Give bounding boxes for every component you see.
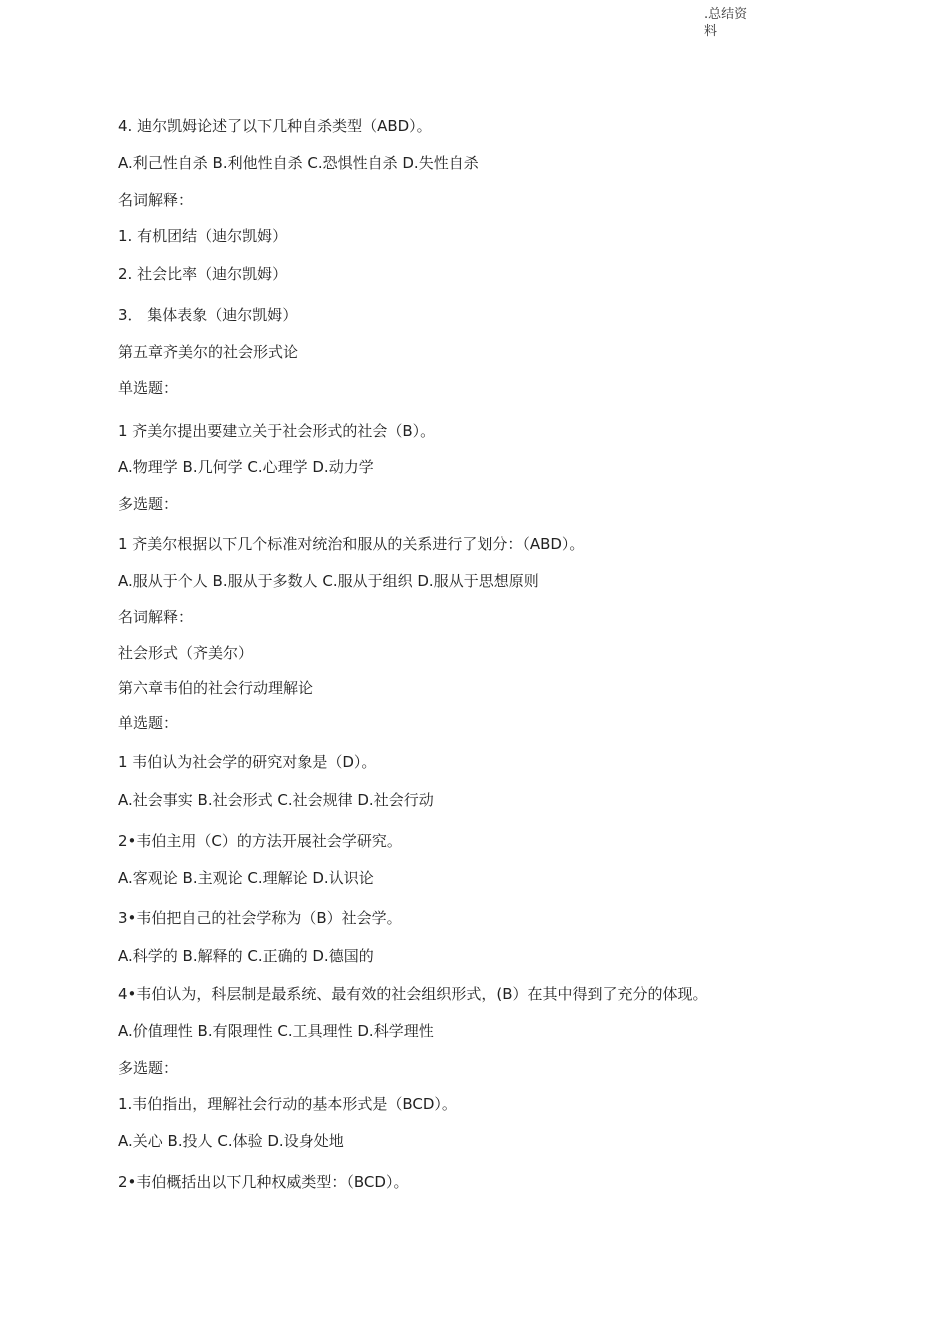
question-line: 2•韦伯主用（C）的方法开展社会学研究。 <box>118 832 402 850</box>
question-line: 1 齐美尔根据以下几个标准对统治和服从的关系进行了划分：（ABD）。 <box>118 535 585 553</box>
options-line: A.社会事实 B.社会形式 C.社会规律 D.社会行动 <box>118 791 434 809</box>
options-line: A.利己性自杀 B.利他性自杀 C.恐惧性自杀 D.失性自杀 <box>118 154 479 172</box>
section-label: 多选题： <box>118 495 179 513</box>
question-line: 4. 迪尔凯姆论述了以下几种自杀类型（ABD）。 <box>118 117 432 135</box>
options-line: A.价值理性 B.有限理性 C.工具理性 D.科学理性 <box>118 1022 434 1040</box>
section-label: 单选题： <box>118 379 179 397</box>
section-label: 名词解释： <box>118 191 194 209</box>
options-line: A.服从于个人 B.服从于多数人 C.服从于组织 D.服从于思想原则 <box>118 572 539 590</box>
section-label: 名词解释： <box>118 608 194 626</box>
chapter-heading: 第六章韦伯的社会行动理解论 <box>118 679 314 697</box>
question-line: 1 韦伯认为社会学的研究对象是（D）。 <box>118 753 377 771</box>
options-line: A.科学的 B.解释的 C.正确的 D.德国的 <box>118 947 374 965</box>
header-note: .总结资料 <box>704 7 748 39</box>
term-line: 2. 社会比率（迪尔凯姆） <box>118 265 288 283</box>
options-line: A.物理学 B.几何学 C.心理学 D.动力学 <box>118 458 374 476</box>
question-line: 2•韦伯概括出以下几种权威类型：（BCD）。 <box>118 1173 409 1191</box>
question-line: 1.韦伯指出，理解社会行动的基本形式是（BCD）。 <box>118 1095 457 1113</box>
question-line: 4•韦伯认为，科层制是最系统、最有效的社会组织形式，(B）在其中得到了充分的体现。 <box>118 985 708 1003</box>
question-line: 3•韦伯把自己的社会学称为（B）社会学。 <box>118 909 402 927</box>
options-line: A.关心 B.投人 C.体验 D.设身处地 <box>118 1132 344 1150</box>
term-line: 3． 集体表象（迪尔凯姆） <box>118 306 298 324</box>
term-line: 1. 有机团结（迪尔凯姆） <box>118 227 288 245</box>
section-label: 单选题： <box>118 714 179 732</box>
term-line: 社会形式（齐美尔） <box>118 644 254 662</box>
options-line: A.客观论 B.主观论 C.理解论 D.认识论 <box>118 869 374 887</box>
chapter-heading: 第五章齐美尔的社会形式论 <box>118 343 299 361</box>
question-line: 1 齐美尔提出要建立关于社会形式的社会（B）。 <box>118 422 436 440</box>
section-label: 多选题： <box>118 1059 179 1077</box>
